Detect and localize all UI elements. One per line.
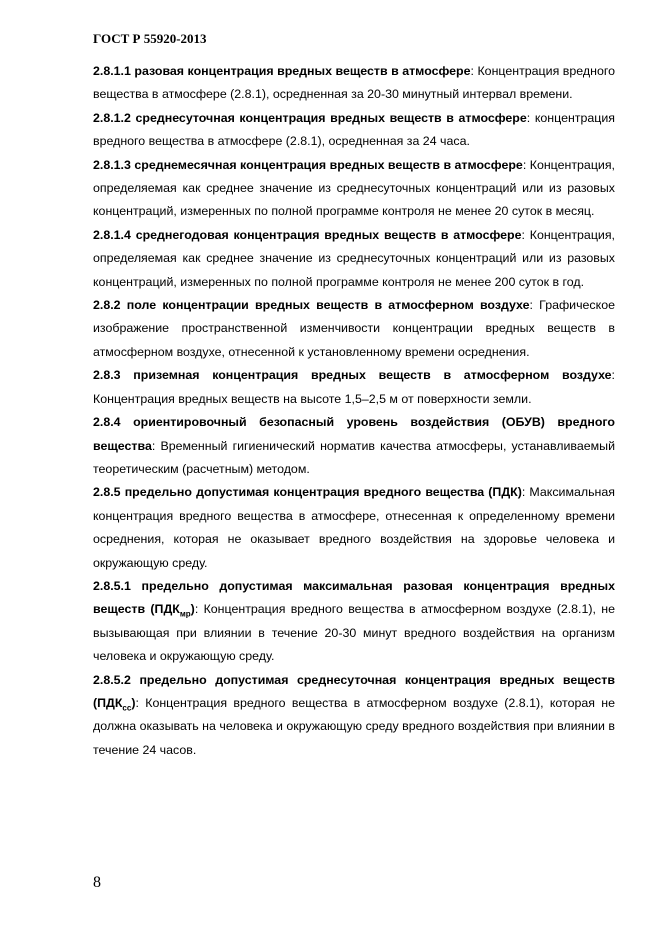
definition-paragraph — [93, 294, 615, 364]
document-body — [93, 60, 615, 762]
term-title: среднесуточная концентрация вредных веществ в атмосфере — [135, 110, 527, 125]
term-definition: : Концентрация, определяемая как среднее значение из среднесуточных концентраций или из разовых концентраций, измеренных по полной программе контроля не менее 20 суток в месяц. — [93, 157, 615, 219]
term-definition: : Концентрация вредного вещества в атмосферном воздухе (2.8.1), которая не должна оказывать на человека и окружающую среду вредного воздействия при влиянии в течение 24 часов. — [93, 695, 615, 757]
definition-paragraph — [93, 60, 615, 107]
definition-paragraph — [93, 411, 615, 481]
term-subscript: мр — [179, 609, 191, 619]
term-definition: : Максимальная концентрация вредного вещества в атмосфере, отнесенная к определенному времени осреднения, которая не оказывает вредного воздействия на здоровье человека и окружающую среду. — [93, 485, 615, 570]
term-title: приземная концентрация вредных веществ в атмосферном воздухе — [133, 368, 612, 383]
term-title: предельно допустимая среднесуточная концентрация вредных веществ $(ПДК_{сс})$ — [93, 672, 615, 713]
term-title: разовая концентрация вредных веществ в атмосфере — [134, 64, 471, 78]
term-number: 2.8.1.3 — [93, 157, 131, 172]
term-definition: : Временный гигиенический норматив качества атмосферы, устанавливаемый теоретическим (расчетным) методом. — [93, 438, 615, 476]
term-number: 2.8.5.2 — [93, 672, 131, 687]
term-definition: : Концентрация вредных веществ на высоте 1,5–2,5 м от поверхности земли. — [93, 368, 615, 406]
term-title: среднегодовая концентрация вредных веществ в атмосфере — [135, 227, 522, 242]
term-number: 2.8.2 — [93, 298, 121, 313]
term-number: 2.8.5.1 — [93, 578, 131, 593]
term-definition: : Концентрация вредного вещества в атмосферном воздухе (2.8.1), не вызывающая при влиянии в течение 20-30 минут вредного воздействия на организм человека и окружающую среду. — [93, 602, 616, 664]
term-definition: : Графическое изображение пространственной изменчивости концентрации вредных веществ в атмосферном воздухе, отнесенной к установленному времени осреднения. — [93, 298, 615, 359]
definition-paragraph — [93, 107, 615, 154]
term-title: предельно допустимая концентрация вредного вещества (ПДК) — [124, 485, 522, 500]
term-number: 2.8.4 — [93, 415, 121, 430]
definition-paragraph — [93, 575, 615, 669]
term-title: поле концентрации вредных веществ в атмосферном воздухе — [126, 298, 530, 313]
term-title: ориентировочный безопасный уровень воздействия (ОБУВ) вредного вещества — [93, 415, 615, 453]
document-header: ГОСТ Р 55920-2013 — [93, 31, 207, 46]
page-number: 8 — [93, 874, 101, 891]
term-definition: : Концентрация вредного вещества в атмосфере (2.8.1), осредненная за 20-30 минутный интервал времени. — [93, 64, 615, 102]
definition-paragraph — [93, 481, 615, 575]
definition-paragraph — [93, 669, 615, 763]
term-subscript: сс — [122, 703, 132, 713]
term-number: 2.8.1.1 — [93, 64, 131, 78]
term-definition: : Концентрация, определяемая как среднее значение из среднесуточных концентраций или из разовых концентраций, измеренных по полной программе контроля не менее 200 суток в год. — [93, 227, 615, 289]
definition-paragraph — [93, 224, 615, 294]
term-title: среднемесячная концентрация вредных веществ в атмосфере — [134, 157, 523, 172]
term-title: предельно допустимая максимальная разовая концентрация вредных веществ $(ПДК_{мр})$ — [93, 578, 615, 619]
term-number: 2.8.1.2 — [93, 110, 131, 125]
term-number: 2.8.1.4 — [93, 227, 131, 242]
definition-paragraph — [93, 154, 615, 224]
definition-paragraph — [93, 364, 615, 411]
term-number: 2.8.5 — [93, 485, 121, 500]
term-definition: : концентрация вредного вещества в атмосфере (2.8.1), осредненная за 24 часа. — [93, 110, 615, 149]
term-number: 2.8.3 — [93, 368, 121, 383]
